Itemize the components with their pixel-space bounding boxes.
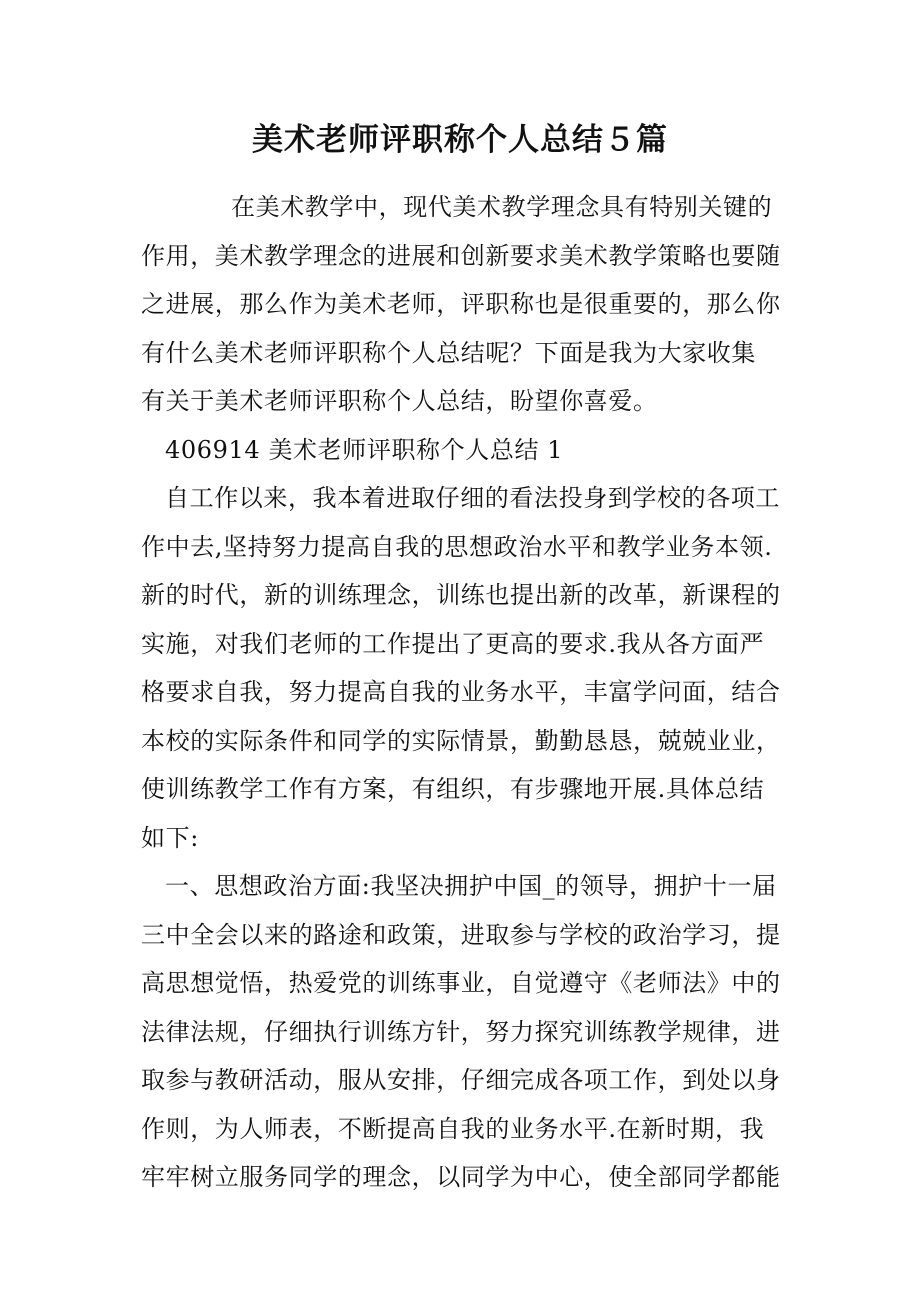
paragraph-line: 本校的实际条件和同学的实际情景，勤勤恳恳，兢兢业业， xyxy=(141,726,781,755)
paragraph-line: 三中全会以来的路途和政策，进取参与学校的政治学习，提 xyxy=(141,920,781,949)
paragraph-line: 作用，美术教学理念的进展和创新要求美术教学策略也要随 xyxy=(141,241,781,270)
paragraph-line: 之进展，那么作为美术老师，评职称也是很重要的，那么你 xyxy=(141,290,781,318)
paragraph-line: 在美术教学中，现代美术教学理念具有特别关键的 xyxy=(231,193,773,221)
paragraph-line: 自工作以来，我本着进取仔细的看法投身到学校的各项工 xyxy=(165,484,780,512)
paragraph-line: 使训练教学工作有方案，有组织，有步骤地开展.具体总结 xyxy=(141,775,765,803)
document-body xyxy=(141,183,781,1202)
paragraph-line: 有关于美术老师评职称个人总结，盼望你喜爱。 xyxy=(141,387,658,415)
paragraph-line: 格要求自我，努力提高自我的业务水平，丰富学问面，结合 xyxy=(141,678,781,706)
paragraph-line: 作中去,坚持努力提高自我的思想政治水平和教学业务本领. xyxy=(141,532,773,561)
paragraph-line: 有什么美术老师评职称个人总结呢？下面是我为大家收集 xyxy=(141,338,756,367)
paragraph-line: 取参与教研活动，服从安排，仔细完成各项工作，到处以身 xyxy=(141,1066,781,1094)
paragraph-line: 一、思想政治方面:我坚决拥护中国_的领导，拥护十一届 xyxy=(165,872,777,900)
document-title: 美术老师评职称个人总结５篇 xyxy=(252,122,668,158)
paragraph-line: 高思想觉悟，热爱党的训练事业，自觉遵守《老师法》中的 xyxy=(141,969,781,997)
paragraph-line: 作则，为人师表，不断提高自我的业务水平.在新时期，我 xyxy=(141,1114,765,1143)
paragraph-line: 牢牢树立服务同学的理念，以同学为中心，使全部同学都能 xyxy=(141,1163,781,1191)
section-heading: 406914 美术老师评职称个人总结 1 xyxy=(165,435,564,464)
paragraph-line: 如下: xyxy=(141,823,199,852)
paragraph-line: 法律法规，仔细执行训练方针，努力探究训练教学规律，进 xyxy=(141,1017,781,1046)
paragraph-line: 新的时代，新的训练理念，训练也提出新的改革，新课程的 xyxy=(141,581,781,609)
paragraph-line: 实施，对我们老师的工作提出了更高的要求.我从各方面严 xyxy=(141,629,765,658)
